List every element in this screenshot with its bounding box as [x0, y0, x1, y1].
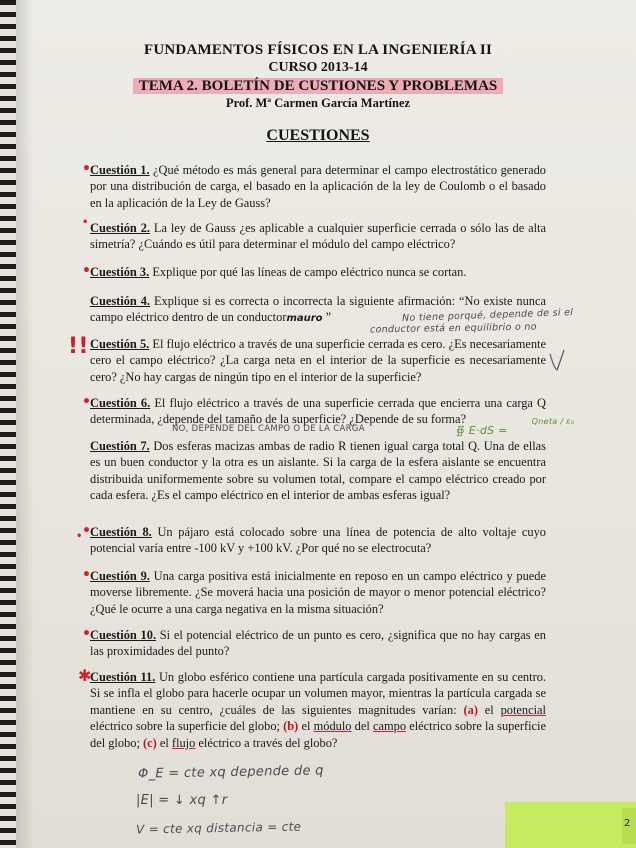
question-9 [90, 568, 546, 617]
course-year: CURSO 2013-14 [268, 60, 368, 75]
bullet-mark: • [76, 531, 83, 542]
question-label: Cuestión 2. [90, 221, 150, 235]
question-label: Cuestión 6. [90, 396, 151, 410]
bullet-mark: • [82, 567, 91, 583]
question-7 [90, 438, 546, 504]
bullet-mark: • [82, 161, 91, 177]
question-5 [90, 336, 546, 385]
question-text: el [477, 702, 501, 717]
check-mark-icon [548, 348, 566, 372]
question-text: Una carga positiva está inicialmente en reposo en un campo eléctrico y puede moverse libremente. ¿Se moverá hacia una posición de mayor o menor potencial eléctrico? ¿Qué le ocurre a una carga negativa en la misma situación? [90, 569, 546, 616]
question-label: Cuestión 4. [90, 294, 151, 308]
question-text: Si el potencial eléctrico de un punto es cero, ¿significa que no hay cargas en las proximidades del punto? [90, 628, 546, 659]
question-text-end: ” [322, 310, 332, 325]
question-3 [90, 264, 546, 280]
handwritten-note: No tiene porqué, depende de si el [401, 307, 574, 324]
handwritten-fraction: Qneta / ε₀ [531, 417, 575, 426]
option-b-mark: (b) [283, 719, 299, 734]
handwritten-answer: NO, DEPENDE DEL CAMPO O DE LA CARGA [172, 424, 365, 434]
question-label: Cuestión 9. [90, 569, 150, 583]
bullet-mark: ✱ [78, 666, 92, 685]
question-text: La ley de Gauss ¿es aplicable a cualquier superficie cerrada o sólo las de alta simetría? ¿Cuándo es útil para determinar el módulo del campo eléctrico? [90, 221, 546, 252]
bullet-mark: • [82, 217, 89, 228]
question-text: Un pájaro está colocado sobre una línea de potencia de alto voltaje cuyo potencial varía entre -100 kV y +100 kV. ¿Por qué no se electrocuta? [90, 525, 546, 556]
exclamation-marks: !! [68, 334, 89, 359]
handwritten-name: mauro [286, 313, 323, 325]
question-11 [90, 669, 546, 751]
question-label: Cuestión 8. [90, 525, 152, 539]
question-text: El flujo eléctrico a través de una superficie cerrada que encierra una carga Q determinada, ¿depende del tamaño de la superficie? ¿Depende de su forma? [90, 396, 546, 427]
sticky-note [505, 802, 636, 848]
question-label: Cuestión 5. [90, 337, 150, 351]
question-1 [90, 162, 546, 211]
question-10 [90, 627, 546, 660]
handwritten-note: conductor está en equilibrio o no [369, 321, 537, 336]
question-text: Dos esferas macizas ambas de radio R tienen igual carga total Q. Una de ellas es un buen conductor y la otra es un aislante. Si la carga de la esfera aislante se encuentra distribuida uniformemente sobre su volumen total, compare el campo eléctrico creado por cada esfera. ¿Es el campo eléctrico en el interior de ambas esferas igual? [90, 439, 546, 503]
question-text: del [351, 719, 373, 734]
question-text: Explique por qué las líneas de campo eléctrico nunca se cortan. [149, 265, 467, 279]
handwritten-answer-potential: V = cte xq distancia = cte [135, 819, 302, 837]
handwritten-formula: ∯ E·dS = [456, 424, 508, 437]
question-text: eléctrico sobre la superficie del globo; [90, 719, 546, 750]
topic-highlight: TEMA 2. BOLETÍN DE CUSTIONES Y PROBLEMAS [133, 78, 504, 94]
handwritten-answer-flux: Φ_E = cte xq depende de q [137, 763, 324, 782]
underlined-word: campo [372, 719, 407, 734]
question-label: Cuestión 1. [90, 163, 150, 177]
question-label: Cuestión 11. [90, 670, 156, 684]
question-2 [90, 220, 546, 253]
underlined-word: módulo [313, 719, 352, 734]
question-text: El flujo eléctrico a través de una superficie cerrada es cero. ¿Es necesariamente cero el campo eléctrico? ¿La carga neta en el interior de la superficie es necesariamente cero? ¿No hay cargas de ningún tipo en el interior de la superficie? [90, 337, 546, 384]
handwritten-answer-field: |E| = ↓ xq ↑r [136, 793, 228, 808]
professor-name: Prof. Mª Carmen García Martínez [225, 96, 411, 110]
question-text: el [156, 735, 172, 750]
question-label: Cuestión 3. [90, 265, 150, 279]
question-6 [90, 395, 546, 428]
question-text: el [298, 719, 314, 734]
topic-title [0, 78, 636, 95]
course-title: FUNDAMENTOS FÍSICOS EN LA INGENIERÍA II [143, 42, 493, 58]
option-c-mark: (c) [143, 735, 157, 750]
bullet-mark: • [82, 263, 91, 279]
question-text: Explique si es correcta o incorrecta la siguiente afirmación: “No existe nunca campo eléctrico dentro de un conductor [90, 294, 546, 325]
question-8 [90, 524, 546, 557]
question-text: eléctrico sobre la superficie del globo; [90, 719, 284, 734]
bullet-mark: • [82, 523, 91, 539]
underlined-word: flujo [171, 735, 196, 750]
bullet-mark: • [82, 626, 91, 642]
section-title: CUESTIONES [266, 127, 370, 144]
option-a-mark: (a) [463, 702, 478, 717]
bullet-mark: • [82, 394, 91, 410]
page-mark: 2 [624, 818, 631, 829]
question-text: eléctrico a través del globo? [195, 735, 338, 750]
underlined-word: potencial [500, 702, 546, 717]
question-label: Cuestión 7. [90, 439, 150, 453]
question-text: ¿Qué método es más general para determinar el campo electrostático generado por una distribución de carga, el basado en la aplicación de la ley de Coulomb o el basado en la aplicación de la Ley de Gauss? [90, 163, 546, 210]
question-text: Un globo esférico contiene una partícula cargada positivamente en su centro. Si se infla el globo para hacerle ocupar un volumen mayor, mientras la partícula cargada se mantiene en su centro, ¿cuáles de las siguientes magnitudes varían: [90, 670, 546, 717]
question-label: Cuestión 10. [90, 628, 157, 642]
